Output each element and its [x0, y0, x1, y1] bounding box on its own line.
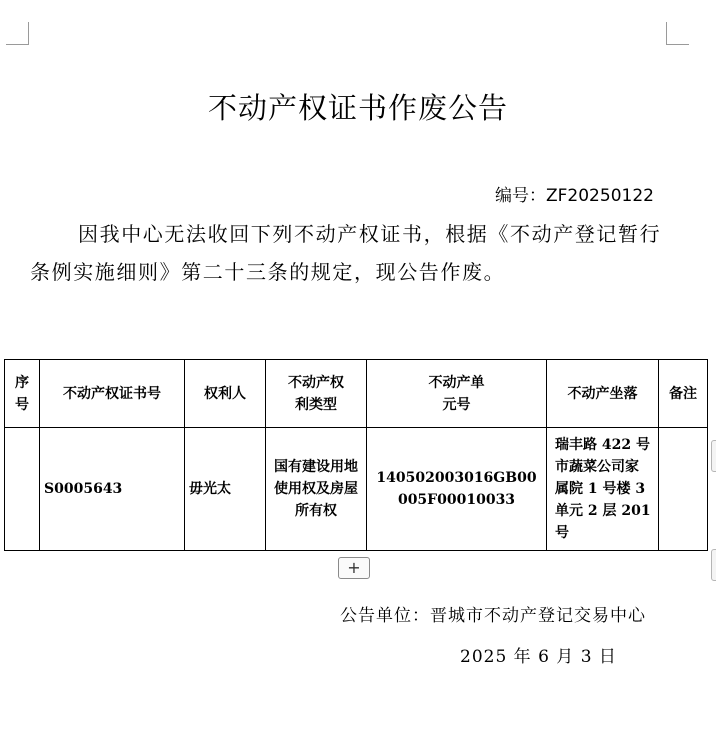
- document-number: 编号：ZF20250122: [495, 186, 654, 206]
- table-resize-handle[interactable]: [711, 440, 716, 472]
- table-row: [5, 428, 708, 551]
- cell-unit-no[interactable]: 140502003016GB00005F00010033: [367, 428, 547, 551]
- cell-right-type[interactable]: 国有建设用地使用权及房屋所有权: [266, 428, 367, 551]
- page-corner-mark-top-left: [6, 22, 29, 45]
- header-location: 不动产坐落: [547, 360, 659, 428]
- issue-date: 2025 年 6 月 3 日: [460, 647, 617, 667]
- page-corner-mark-top-right: [666, 22, 689, 45]
- header-remark: 备注: [659, 360, 708, 428]
- header-right-type: 不动产权利类型: [266, 360, 367, 428]
- certificate-table: [4, 359, 708, 551]
- page-title: 不动产权证书作废公告: [207, 91, 508, 125]
- table-header-row: [5, 360, 708, 428]
- cell-owner[interactable]: 毋光太: [185, 428, 266, 551]
- cell-remark[interactable]: [659, 428, 708, 551]
- issuer-line: 公告单位：晋城市不动产登记交易中心: [340, 606, 646, 626]
- cell-location[interactable]: 瑞丰路 422 号市蔬菜公司家属院 1 号楼 3 单元 2 层 201 号: [547, 428, 659, 551]
- add-row-button[interactable]: +: [338, 557, 370, 579]
- header-seq: 序号: [5, 360, 40, 428]
- header-cert-no: 不动产权证书号: [40, 360, 185, 428]
- header-owner: 权利人: [185, 360, 266, 428]
- cell-cert-no[interactable]: S0005643: [40, 428, 185, 551]
- table-resize-handle-lower[interactable]: [711, 549, 716, 581]
- notice-body: 因我中心无法收回下列不动产权证书，根据《不动产登记暂行条例实施细则》第二十三条的规定，现公告作废。: [30, 222, 662, 284]
- cell-seq[interactable]: [5, 428, 40, 551]
- header-unit-no: 不动产单元号: [367, 360, 547, 428]
